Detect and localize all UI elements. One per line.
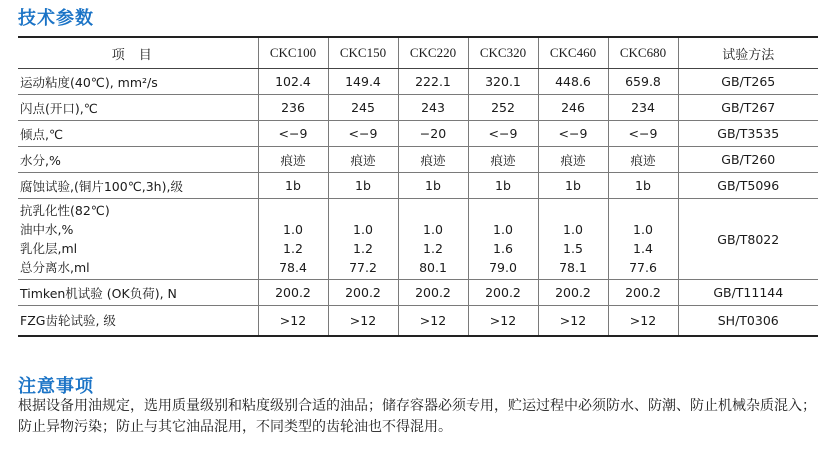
header-grade: CKC100 bbox=[258, 37, 328, 69]
header-grade: CKC320 bbox=[468, 37, 538, 69]
cell-value: 149.4 bbox=[328, 69, 398, 95]
cell-value: 102.4 bbox=[258, 69, 328, 95]
table-row bbox=[18, 147, 818, 173]
cell-value: 痕迹 bbox=[398, 147, 468, 173]
cell-value-group: 1.0 1.4 77.6 bbox=[608, 199, 678, 280]
cell-value: <−9 bbox=[468, 121, 538, 147]
table-header-row bbox=[18, 37, 818, 69]
row-label: Timken机试验 (OK负荷), N bbox=[18, 280, 258, 306]
cell-value: 1b bbox=[468, 173, 538, 199]
row-label: FZG齿轮试验, 级 bbox=[18, 306, 258, 336]
cell-value: >12 bbox=[258, 306, 328, 336]
cell-value-group: 1.0 1.2 77.2 bbox=[328, 199, 398, 280]
cell-value: 200.2 bbox=[328, 280, 398, 306]
cell-value-group: 1.0 1.5 78.1 bbox=[538, 199, 608, 280]
table-row bbox=[18, 173, 818, 199]
row-label: 运动粘度(40℃), mm²/s bbox=[18, 69, 258, 95]
table-row bbox=[18, 280, 818, 306]
cell-value-group: 1.0 1.6 79.0 bbox=[468, 199, 538, 280]
header-grade: CKC150 bbox=[328, 37, 398, 69]
cell-value: <−9 bbox=[608, 121, 678, 147]
cell-value: −20 bbox=[398, 121, 468, 147]
row-label: 腐蚀试验,(铜片100℃,3h),级 bbox=[18, 173, 258, 199]
cell-value: >12 bbox=[608, 306, 678, 336]
cell-value: 痕迹 bbox=[328, 147, 398, 173]
header-grade: CKC220 bbox=[398, 37, 468, 69]
cell-value: 222.1 bbox=[398, 69, 468, 95]
emulsion-sublabel: 总分离水,ml bbox=[20, 260, 90, 275]
cell-method: GB/T11144 bbox=[678, 280, 818, 306]
cell-value: <−9 bbox=[328, 121, 398, 147]
cell-method: GB/T265 bbox=[678, 69, 818, 95]
cell-value: <−9 bbox=[538, 121, 608, 147]
cell-value: 236 bbox=[258, 95, 328, 121]
emulsion-title: 抗乳化性(82℃) bbox=[20, 203, 110, 218]
table-row bbox=[18, 306, 818, 336]
spec-table bbox=[18, 36, 818, 337]
cell-value: 246 bbox=[538, 95, 608, 121]
cell-value: >12 bbox=[398, 306, 468, 336]
cell-value: 252 bbox=[468, 95, 538, 121]
cell-value: >12 bbox=[538, 306, 608, 336]
cell-value: 痕迹 bbox=[468, 147, 538, 173]
emulsion-sublabel: 油中水,% bbox=[20, 222, 74, 237]
cell-value: >12 bbox=[328, 306, 398, 336]
cell-method: GB/T3535 bbox=[678, 121, 818, 147]
cell-value: >12 bbox=[468, 306, 538, 336]
cell-value: 痕迹 bbox=[258, 147, 328, 173]
header-grade: CKC680 bbox=[608, 37, 678, 69]
emulsion-sublabel: 乳化层,ml bbox=[20, 241, 78, 256]
table-row-emulsion bbox=[18, 199, 818, 280]
cell-method: GB/T260 bbox=[678, 147, 818, 173]
row-label-emulsion bbox=[18, 199, 258, 280]
cell-value: 200.2 bbox=[608, 280, 678, 306]
cell-value: 1b bbox=[398, 173, 468, 199]
notes-section-title: 注意事项 bbox=[18, 376, 94, 397]
row-label: 倾点,℃ bbox=[18, 121, 258, 147]
header-item: 项目 bbox=[18, 37, 258, 69]
cell-value: 200.2 bbox=[538, 280, 608, 306]
row-label: 水分,% bbox=[18, 147, 258, 173]
header-method: 试验方法 bbox=[678, 37, 818, 69]
cell-value: 痕迹 bbox=[538, 147, 608, 173]
cell-value: 200.2 bbox=[258, 280, 328, 306]
cell-value: 200.2 bbox=[398, 280, 468, 306]
cell-method: SH/T0306 bbox=[678, 306, 818, 336]
cell-value: 234 bbox=[608, 95, 678, 121]
cell-value: <−9 bbox=[258, 121, 328, 147]
notes-paragraph: 根据设备用油规定，选用质量级别和粘度级别合适的油品；储存容器必须专用，贮运过程中必须防水、防潮、防止机械杂质混入；防止异物污染；防止与其它油品混用，不同类型的齿轮油也不得混用。 bbox=[18, 398, 816, 435]
cell-value: 1b bbox=[608, 173, 678, 199]
cell-value: 1b bbox=[538, 173, 608, 199]
cell-value: 659.8 bbox=[608, 69, 678, 95]
spec-section-title: 技术参数 bbox=[18, 8, 94, 29]
cell-value: 243 bbox=[398, 95, 468, 121]
header-grade: CKC460 bbox=[538, 37, 608, 69]
cell-value: 1b bbox=[328, 173, 398, 199]
row-label: 闪点(开口),℃ bbox=[18, 95, 258, 121]
cell-value: 痕迹 bbox=[608, 147, 678, 173]
cell-value: 320.1 bbox=[468, 69, 538, 95]
table-row bbox=[18, 69, 818, 95]
cell-value: 1b bbox=[258, 173, 328, 199]
cell-value-group: 1.0 1.2 80.1 bbox=[398, 199, 468, 280]
cell-value: 448.6 bbox=[538, 69, 608, 95]
cell-method: GB/T5096 bbox=[678, 173, 818, 199]
cell-method: GB/T8022 bbox=[678, 199, 818, 280]
cell-value: 200.2 bbox=[468, 280, 538, 306]
table-row bbox=[18, 95, 818, 121]
cell-value-group: 1.0 1.2 78.4 bbox=[258, 199, 328, 280]
cell-method: GB/T267 bbox=[678, 95, 818, 121]
table-row bbox=[18, 121, 818, 147]
cell-value: 245 bbox=[328, 95, 398, 121]
